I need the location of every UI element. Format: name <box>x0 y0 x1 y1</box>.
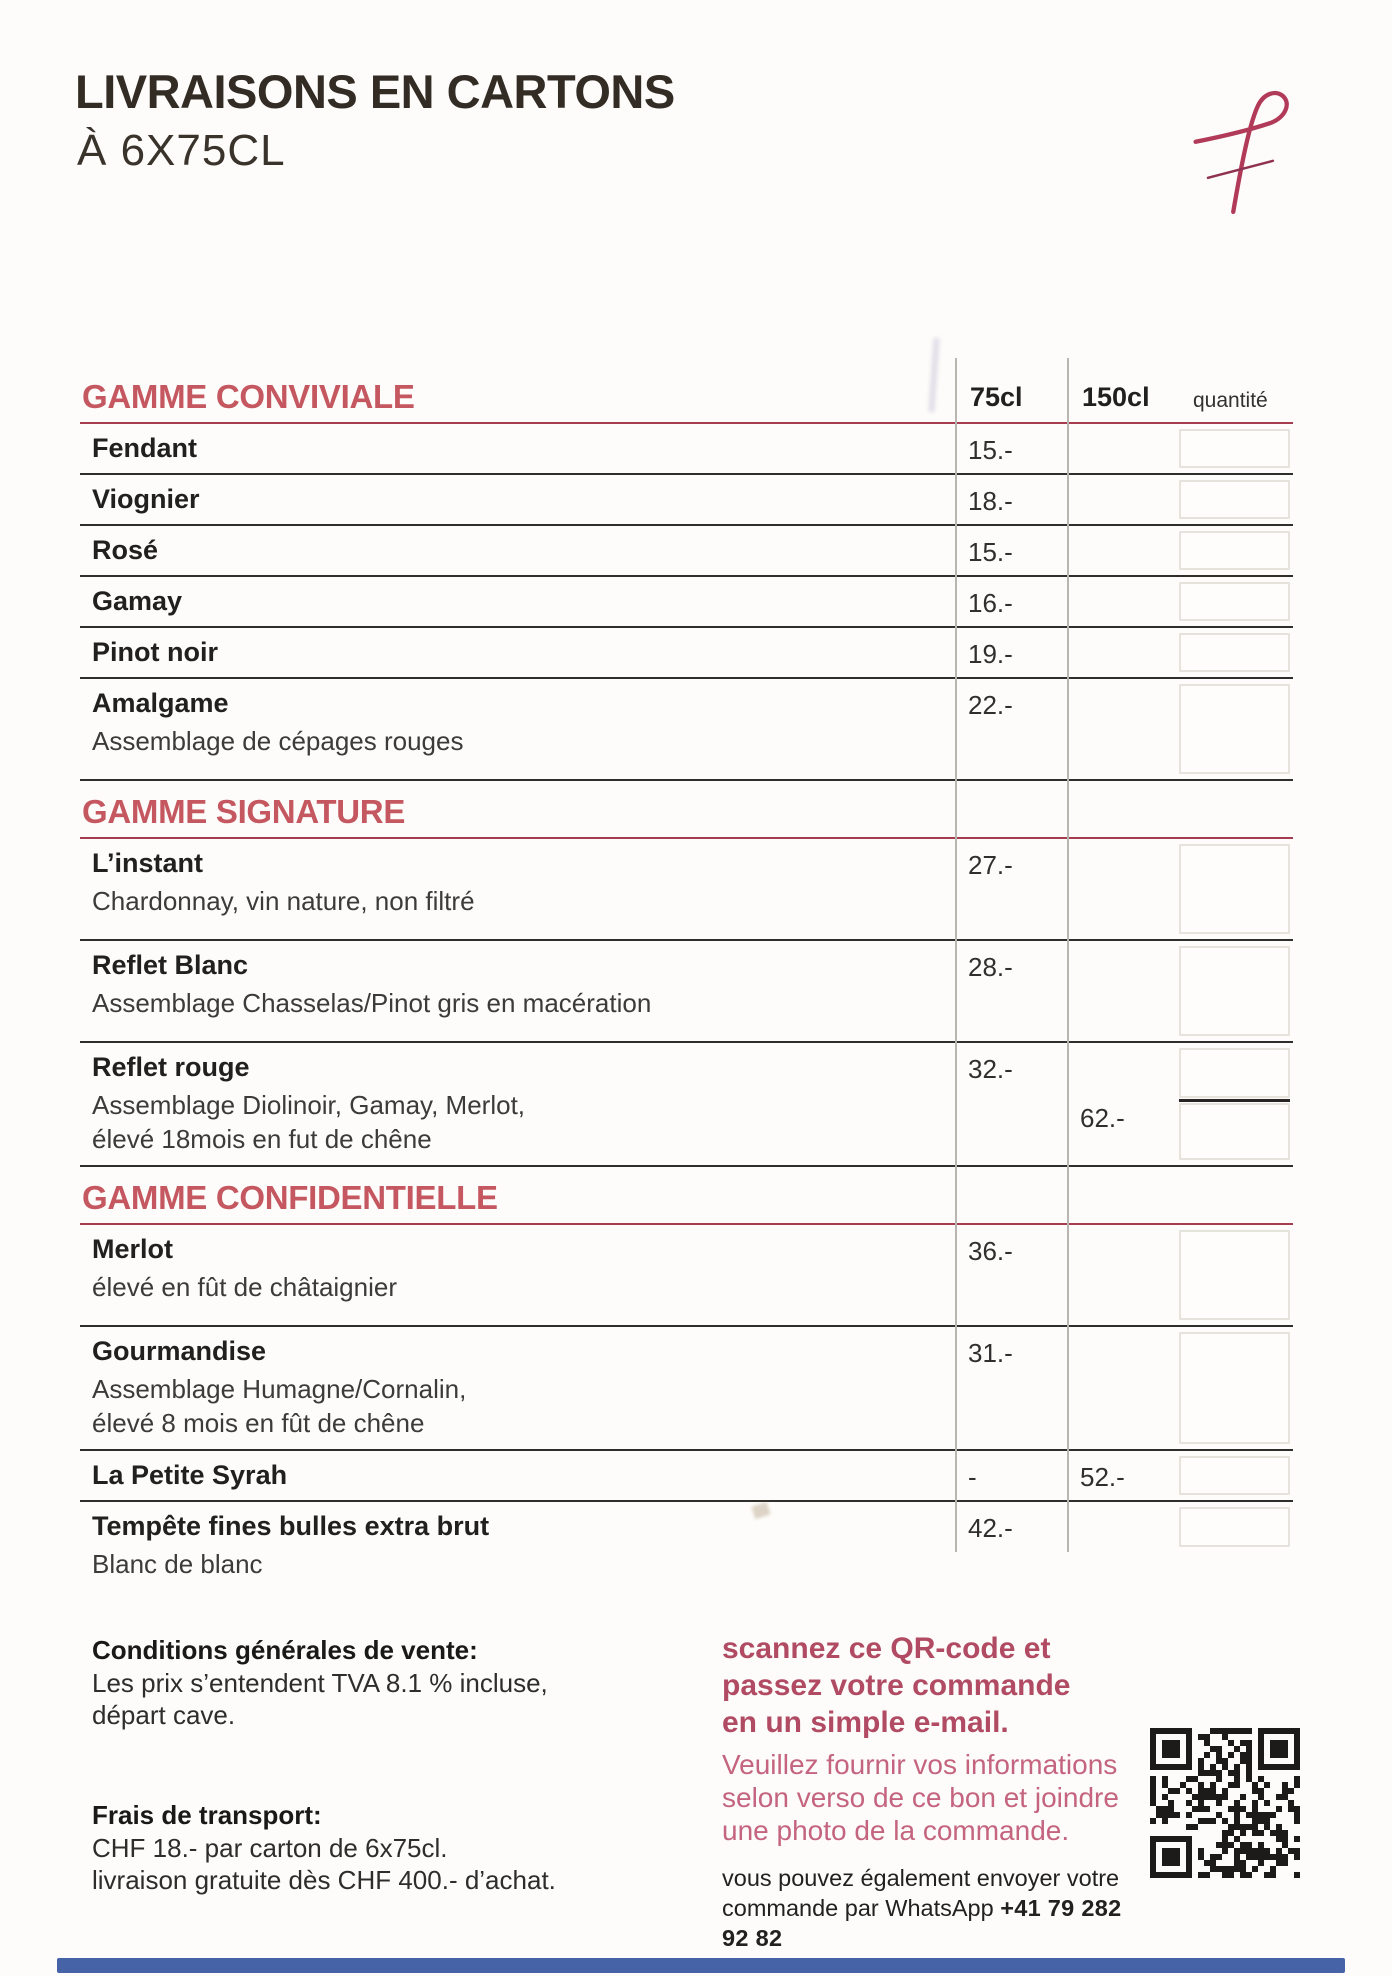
price-150cl: 62.- <box>1080 1103 1125 1133</box>
wine-name: Gamay <box>92 586 183 616</box>
price-150cl <box>1067 577 1177 626</box>
wine-description: Blanc de blanc <box>92 1549 263 1579</box>
cta-line: en un simple e-mail. <box>722 1706 1009 1739</box>
price-150cl <box>1067 628 1177 677</box>
whatsapp-line-prefix: commande par WhatsApp <box>722 1895 994 1921</box>
quantity-cell <box>1177 1502 1293 1590</box>
price-150cl <box>1067 1327 1177 1449</box>
quantity-cell <box>1177 1043 1293 1165</box>
wine-name: Rosé <box>92 535 159 565</box>
quantity-cell <box>1177 679 1293 779</box>
quantity-input-box[interactable] <box>1179 1507 1290 1547</box>
wine-name: Tempête fines bulles extra brut <box>92 1511 490 1541</box>
table-row <box>80 1502 1293 1590</box>
wine-name: Fendant <box>92 433 197 463</box>
quantity-cell <box>1177 424 1293 473</box>
transport-heading: Frais de transport: <box>92 1800 322 1830</box>
price-75cl: 32.- <box>968 1054 1013 1084</box>
quantity-cell <box>1177 1451 1293 1500</box>
wine-name: Pinot noir <box>92 637 218 667</box>
price-150cl <box>1067 941 1177 1041</box>
table-row <box>80 628 1293 679</box>
table-row <box>80 1225 1293 1327</box>
price-75cl: 16.- <box>968 588 1013 618</box>
section-heading-band <box>80 781 1293 839</box>
cta-line: passez votre commande <box>722 1669 1071 1702</box>
wine-description: élevé en fût de châtaignier <box>92 1272 397 1302</box>
table-row <box>80 577 1293 628</box>
conditions-line: Les prix s’entendent TVA 8.1 % incluse, <box>92 1668 548 1698</box>
wine-name-cell <box>80 679 955 779</box>
column-header-quantity: quantité <box>1193 389 1268 412</box>
quantity-input-box[interactable] <box>1179 1230 1290 1320</box>
whatsapp-phone-number: +41 79 282 92 82 <box>722 1895 1122 1951</box>
quantity-input-box[interactable] <box>1179 633 1290 672</box>
price-75cl: 31.- <box>968 1338 1013 1368</box>
section-title: GAMME SIGNATURE <box>82 793 406 830</box>
footer-color-bar <box>57 1958 1345 1973</box>
page-subtitle: À 6X75CL <box>77 126 286 175</box>
price-table <box>80 358 1293 1590</box>
sales-conditions-block <box>92 1633 612 1731</box>
wine-description: Assemblage Humagne/Cornalin, <box>92 1374 467 1404</box>
conditions-line: départ cave. <box>92 1700 236 1730</box>
quantity-input-box[interactable] <box>1179 684 1290 774</box>
quantity-input-box[interactable] <box>1179 429 1290 468</box>
quantity-cell <box>1177 941 1293 1041</box>
wine-name-cell <box>80 628 955 677</box>
table-row <box>80 941 1293 1043</box>
price-75cl: 27.- <box>968 850 1013 880</box>
wine-name-cell <box>80 577 955 626</box>
wine-description: élevé 8 mois en fût de chêne <box>92 1408 425 1438</box>
wine-name: La Petite Syrah <box>92 1460 288 1490</box>
wine-name: Viognier <box>92 484 200 514</box>
column-header-75cl: 75cl <box>970 382 1023 412</box>
cta-info-line: une photo de la commande. <box>722 1815 1070 1846</box>
price-75cl: - <box>968 1462 977 1492</box>
section-heading-band <box>80 1167 1293 1225</box>
price-150cl <box>1067 424 1177 473</box>
qr-order-instructions <box>722 1630 1152 1953</box>
cta-line: scannez ce QR-code et <box>722 1632 1051 1665</box>
qr-code <box>1150 1728 1300 1878</box>
wine-name-cell <box>80 1451 955 1500</box>
quantity-divider-line <box>1179 1099 1290 1102</box>
table-row <box>80 424 1293 475</box>
cta-info <box>722 1748 1152 1847</box>
quantity-cell <box>1177 1327 1293 1449</box>
quantity-cell <box>1177 475 1293 524</box>
transport-line: livraison gratuite dès CHF 400.- d’achat. <box>92 1865 556 1895</box>
table-row <box>80 1327 1293 1451</box>
price-150cl <box>1067 839 1177 939</box>
wine-description: Chardonnay, vin nature, non filtré <box>92 886 475 916</box>
wine-description: élevé 18mois en fut de chêne <box>92 1124 432 1154</box>
section-heading-band <box>80 358 1293 424</box>
wine-name-cell <box>80 1043 955 1165</box>
quantity-input-box[interactable] <box>1179 844 1290 934</box>
table-row <box>80 526 1293 577</box>
script-f-logo-icon <box>1188 82 1296 216</box>
wine-name-cell <box>80 526 955 575</box>
price-75cl: 15.- <box>968 435 1013 465</box>
quantity-cell <box>1177 526 1293 575</box>
price-75cl: 15.- <box>968 537 1013 567</box>
quantity-input-box[interactable] <box>1179 1332 1290 1444</box>
section-title: GAMME CONFIDENTIELLE <box>82 1179 498 1216</box>
section-title: GAMME CONVIVIALE <box>82 378 415 415</box>
price-75cl: 19.- <box>968 639 1013 669</box>
quantity-cell <box>1177 628 1293 677</box>
wine-name-cell <box>80 424 955 473</box>
price-150cl: 52.- <box>1080 1462 1125 1492</box>
wine-description: Assemblage Diolinoir, Gamay, Merlot, <box>92 1090 526 1120</box>
wine-name-cell <box>80 475 955 524</box>
price-75cl: 28.- <box>968 952 1013 982</box>
wine-name-cell <box>80 941 955 1041</box>
price-150cl <box>1067 1502 1177 1590</box>
price-150cl <box>1067 475 1177 524</box>
price-75cl: 42.- <box>968 1513 1013 1543</box>
wine-name: Gourmandise <box>92 1336 267 1366</box>
wine-name: L’instant <box>92 848 204 878</box>
quantity-input-box[interactable] <box>1179 480 1290 519</box>
cta-info-line: selon verso de ce bon et joindre <box>722 1782 1119 1813</box>
whatsapp-line: vous pouvez également envoyer votre <box>722 1865 1120 1891</box>
table-row <box>80 1451 1293 1502</box>
wine-name-cell <box>80 1502 955 1590</box>
wine-name-cell <box>80 1327 955 1449</box>
table-row <box>80 679 1293 781</box>
whatsapp-note <box>722 1863 1152 1953</box>
quantity-cell <box>1177 839 1293 939</box>
price-75cl: 18.- <box>968 486 1013 516</box>
transport-line: CHF 18.- par carton de 6x75cl. <box>92 1833 448 1863</box>
table-row <box>80 1043 1293 1167</box>
quantity-input-box[interactable] <box>1179 531 1290 570</box>
wine-name: Merlot <box>92 1234 173 1264</box>
price-75cl: 36.- <box>968 1236 1013 1266</box>
wine-name: Amalgame <box>92 688 229 718</box>
wine-name: Reflet rouge <box>92 1052 250 1082</box>
whatsapp-line <box>722 1893 1152 1953</box>
quantity-input-box[interactable] <box>1179 582 1290 621</box>
quantity-input-box[interactable] <box>1179 1456 1290 1495</box>
wine-name-cell <box>80 839 955 939</box>
transport-fees-block <box>92 1798 612 1896</box>
wine-name-cell <box>80 1225 955 1325</box>
quantity-input-box-75cl[interactable] <box>1179 1048 1290 1098</box>
quantity-cell <box>1177 577 1293 626</box>
price-150cl <box>1067 679 1177 779</box>
wine-name: Reflet Blanc <box>92 950 249 980</box>
price-150cl <box>1067 1225 1177 1325</box>
wine-description: Assemblage Chasselas/Pinot gris en macération <box>92 988 652 1018</box>
quantity-input-box[interactable] <box>1179 946 1290 1036</box>
wine-description: Assemblage de cépages rouges <box>92 726 464 756</box>
quantity-input-box-150cl[interactable] <box>1179 1103 1290 1160</box>
price-150cl <box>1067 526 1177 575</box>
cta-info-line: Veuillez fournir vos informations <box>722 1749 1118 1780</box>
page-title: LIVRAISONS EN CARTONS <box>75 65 675 118</box>
price-75cl: 22.- <box>968 690 1013 720</box>
conditions-heading: Conditions générales de vente: <box>92 1635 478 1665</box>
column-header-150cl: 150cl <box>1082 382 1150 412</box>
table-row <box>80 475 1293 526</box>
quantity-cell <box>1177 1225 1293 1325</box>
table-row <box>80 839 1293 941</box>
